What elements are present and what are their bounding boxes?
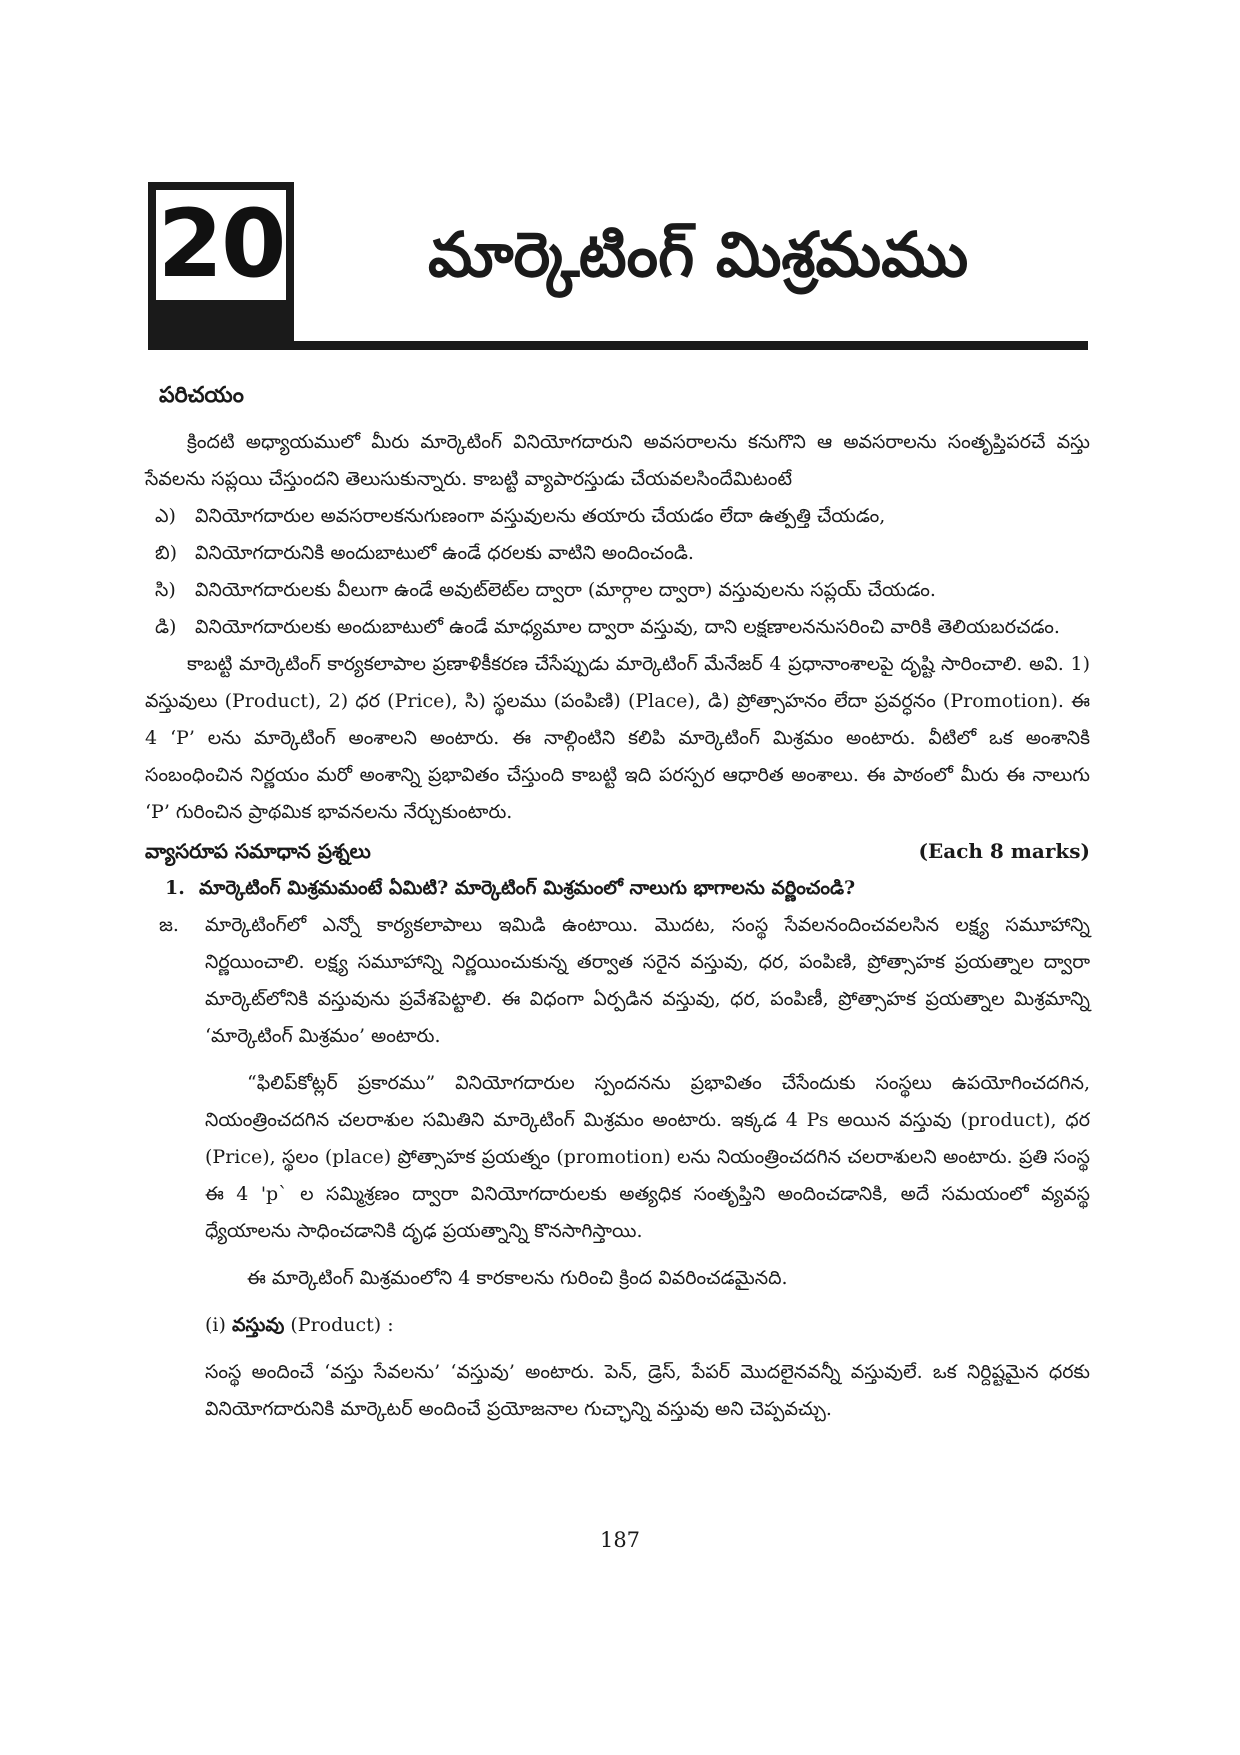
list-item	[155, 535, 1090, 572]
answer-paragraph-3: ఈ మార్కెటింగ్ మిశ్రమంలోని 4 కారకాలను గురించి క్రింద వివరించడమైనది.	[247, 1267, 788, 1289]
question-number: 1.	[165, 877, 185, 899]
question-text: మార్కెటింగ్ మిశ్రమమంటే ఏమిటి? మార్కెటింగ్ మిశ్రమంలో నాలుగు భాగాలను వర్ణించండి?	[199, 877, 856, 899]
chapter-number-box	[156, 190, 286, 300]
sub-heading-product	[205, 1307, 1090, 1344]
list-item	[155, 572, 1090, 609]
spacer	[145, 1055, 1090, 1065]
intro-paragraph-2: కాబట్టి మార్కెటింగ్ కార్యకలాపాల ప్రణాళికీకరణ చేసేప్పుడు మార్కెటింగ్ మేనేజర్ 4 ప్రధానాంశాలపై దృష్టి సారించాలి. అవి. 1) వస్తువులు (Product), 2) ధర (Price), సి) స్థలము (పంపిణి) (Place), డి) ప్రోత్సాహనం లేదా ప్రవర్ధనం (Promotion). ఈ 4 ‘P’ లను మార్కెటింగ్ అంశాలని అంటారు. ఈ నాల్గింటిని కలిపి మార్కెటింగ్ మిశ్రమం అంటారు. వీటిలో ఒక అంశానికి సంబంధించిన నిర్ణయం మరో అంశాన్ని ప్రభావితం చేస్తుంది కాబట్టి ఇది పరస్పర ఆధారిత అంశాలు. ఈ పాఠంలో మీరు ఈ నాలుగు ‘P’ గురించిన ప్రాథమిక భావనలను నేర్చుకుంటారు.	[145, 653, 1090, 823]
list-item	[155, 609, 1090, 646]
chapter-number-block	[148, 182, 294, 342]
spacer	[145, 1344, 1090, 1354]
answer	[159, 907, 1090, 1055]
answer-paragraph-1: మార్కెటింగ్‌లో ఎన్నో కార్యకలాపాలు ఇమిడి ఉంటాయి. మొదట, సంస్థ సేవలనందించవలసిన లక్ష్య సమూహాన్ని నిర్ణయించాలి. లక్ష్య సమూహాన్ని నిర్ణయించుకున్న తర్వాత సరైన వస్తువు, ధర, పంపిణి, ప్రోత్సాహక ప్రయత్నాల ద్వారా మార్కెట్‌లోనికి వస్తువును ప్రవేశపెట్టాలి. ఈ విధంగా ఏర్పడిన వస్తువు, ధర, పంపిణీ, ప్రోత్సాహక ప్రయత్నాల మిశ్రమాన్ని ‘మార్కెటింగ్ మిశ్రమం’ అంటారు.	[205, 914, 1090, 1047]
page-number: 187	[599, 1528, 641, 1552]
spacer	[145, 1297, 1090, 1307]
list-marker: డి)	[155, 616, 177, 638]
answer-paragraph-4: సంస్థ అందించే ‘వస్తు సేవలను’ ‘వస్తువు’ అంటారు. పెన్, డ్రెస్, పేపర్ మొదలైనవన్నీ వస్తువులే. ఒక నిర్దిష్టమైన ధరకు వినియోగదారునికి మార్కెటర్ అందించే ప్రయోజనాల గుచ్ఛాన్ని వస్తువు అని చెప్పవచ్చు.	[205, 1361, 1090, 1420]
answer-paragraph-2: “ఫిలిప్‌కోట్లర్ ప్రకారము” వినియోగదారుల స్పందనను ప్రభావితం చేసేందుకు సంస్థలు ఉపయోగించదగిన, నియంత్రించదగిన చలరాశుల సమితిని మార్కెటింగ్ మిశ్రమం అంటారు. ఇక్కడ 4 Ps అయిన వస్తువు (product), ధర (Price), స్థలం (place) ప్రోత్సాహక ప్రయత్నం (promotion) లను నియంత్రించదగిన చలరాశులని అంటారు. ప్రతి సంస్థ ఈ 4 'p` ల సమ్మిశ్రణం ద్వారా వినియోగదారులకు అత్యధిక సంతృప్తిని అందించడానికి, అదే సమయంలో వ్యవస్థ ధ్యేయాలను సాధించడానికి దృఢ ప్రయత్నాన్ని కొనసాగిస్తాయి.	[205, 1072, 1090, 1242]
chapter-header-rule	[148, 341, 1088, 350]
list-item	[155, 498, 1090, 535]
sub-heading-suffix: (Product) :	[290, 1314, 394, 1336]
page-content	[145, 376, 1090, 1428]
list-text: వినియోగదారులకు అందుబాటులో ఉండే మాధ్యమాల ద్వారా వస్తువు, దాని లక్షణాలననుసరించి వారికి తెలియబరచడం.	[195, 616, 1060, 638]
list-marker: బి)	[155, 542, 178, 564]
section-header	[145, 833, 1090, 870]
list-text: వినియోగదారులకు వీలుగా ఉండే అవుట్‌లెట్‌ల ద్వారా (మార్గాల ద్వారా) వస్తువులను సప్లయ్ చేయడం.	[195, 579, 936, 601]
section-title: వ్యాసరూప సమాధాన ప్రశ్నలు	[145, 839, 371, 863]
sub-heading-bold: వస్తువు	[231, 1314, 285, 1336]
intro-paragraph-1: క్రిందటి అధ్యాయములో మీరు మార్కెటింగ్ వినియోగదారుని అవసరాలను కనుగొని ఆ అవసరాలను సంతృప్తిపరచే వస్తు సేవలను సప్లయి చేస్తుందని తెలుసుకున్నారు. కాబట్టి వ్యాపారస్తుడు చేయవలసిందేమిటంటే	[145, 431, 1090, 490]
list-text: వినియోగదారునికి అందుబాటులో ఉండే ధరలకు వాటిని అందించండి.	[195, 542, 694, 564]
list-marker: ఎ)	[155, 505, 176, 527]
question	[165, 870, 1090, 907]
chapter-title: మార్కెటింగ్ మిశ్రమము	[428, 218, 969, 291]
sub-heading-prefix: (i)	[205, 1314, 226, 1336]
chapter-number: 20	[157, 190, 285, 299]
list-marker: సి)	[155, 579, 176, 601]
answer-marker: జ.	[159, 914, 179, 936]
section-marks: (Each 8 marks)	[918, 839, 1090, 863]
list-text: వినియోగదారుల అవసరాలకనుగుణంగా వస్తువులను తయారు చేయడం లేదా ఉత్పత్తి చేయడం,	[195, 505, 886, 527]
spacer	[145, 1250, 1090, 1260]
intro-heading: పరిచయం	[159, 383, 244, 408]
